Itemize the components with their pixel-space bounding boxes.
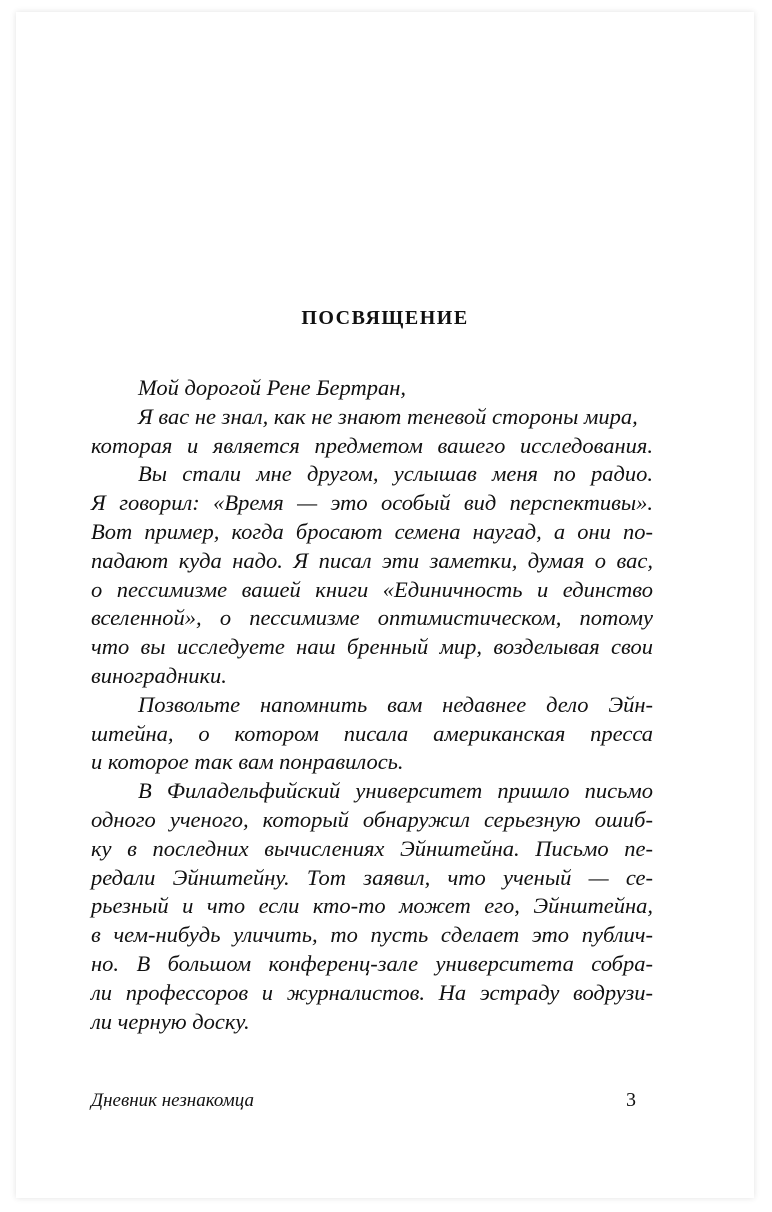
text-line: ли черную доску. [91, 1008, 250, 1034]
text-line: но. В большом конференц-зале университета собра- [91, 950, 653, 976]
running-footer-title: Дневник незнакомца [91, 1090, 255, 1111]
page-number: 3 [626, 1089, 636, 1111]
text-line: Вот пример, когда бросают семена наугад, а они по- [91, 518, 653, 544]
text-line: рьезный и что если кто-то может его, Эйнштейна, [91, 893, 653, 919]
text-line: Мой дорогой Рене Бертран, [138, 375, 407, 400]
text-line: в чем-нибудь уличить, то пусть сделает это публич- [91, 922, 653, 948]
text-line: одного ученого, который обнаружил серьезную ошиб- [91, 806, 653, 832]
text-line: падают куда надо. Я писал эти заметки, думая о вас, [91, 547, 653, 573]
text-line: редали Эйнштейну. Тот заявил, что ученый — се- [91, 864, 653, 890]
text-line: виноградники. [91, 662, 227, 688]
text-line: что вы исследуете наш бренный мир, возделывая свои [91, 634, 653, 660]
text-line: ку в последних вычислениях Эйнштейна. Письмо пе- [91, 835, 653, 861]
text-line: которая и является предметом вашего исследования. [91, 432, 653, 458]
text-line: Я вас не знал, как не знают теневой стороны мира, [138, 403, 638, 429]
text-line: вселенной», о пессимизме оптимистическом, потому [91, 605, 653, 631]
text-line: Вы стали мне другом, услышав меня по радио. [138, 461, 653, 487]
text-line: Я говорил: «Время — это особый вид перспективы». [91, 490, 653, 516]
book-page [16, 12, 754, 1198]
text-line: и которое так вам понравилось. [91, 749, 404, 775]
page-heading: ПОСВЯЩЕНИЕ [301, 307, 469, 329]
text-line: о пессимизме вашей книги «Единичность и единство [91, 576, 653, 602]
text-line: штейна, о котором писала американская пресса [91, 720, 653, 746]
text-line: Позвольте напомнить вам недавнее дело Эйн- [138, 691, 653, 717]
text-line: В Филадельфийский университет пришло письмо [138, 778, 653, 804]
text-line: ли профессоров и журналистов. На эстраду водрузи- [91, 979, 653, 1005]
dedication-text [91, 374, 653, 1036]
